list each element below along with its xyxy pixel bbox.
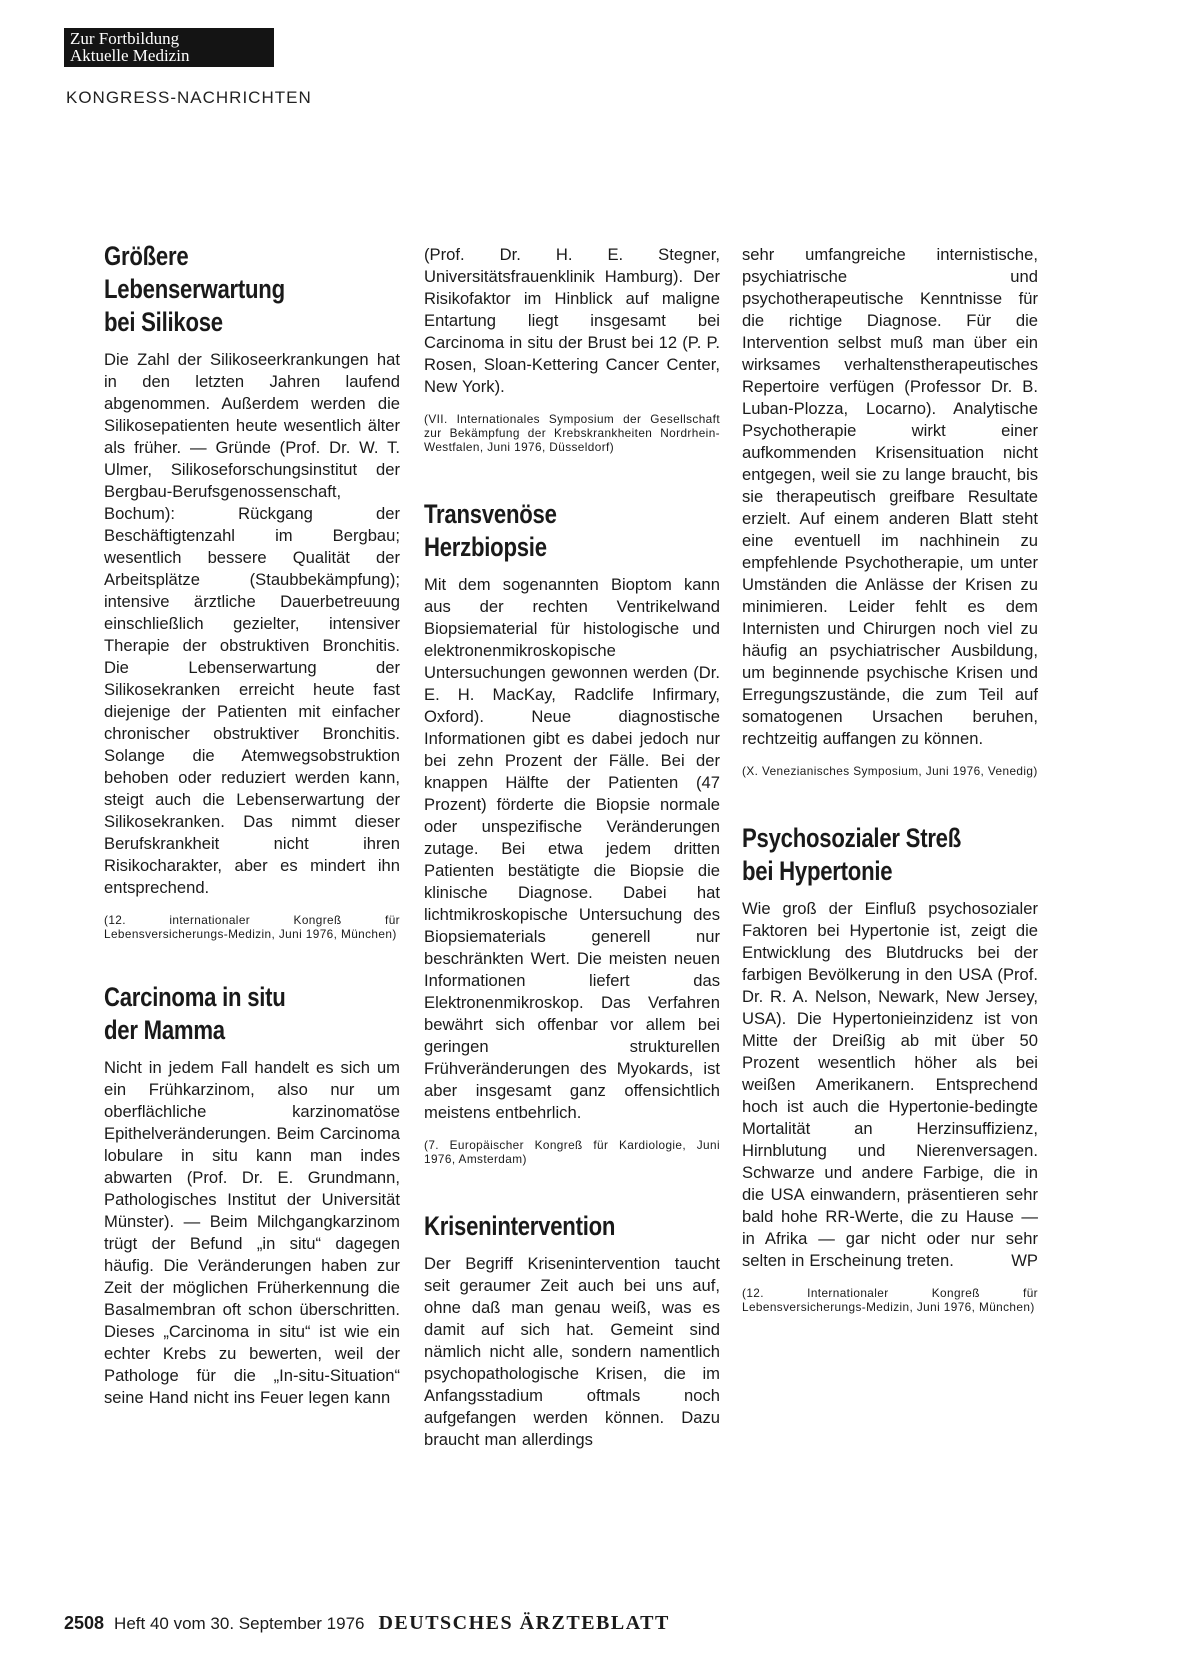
- article-body-silikose: Die Zahl der Silikoseerkrankungen hat in den letzten Jahren laufend abgenommen. Außerdem werden die Silikosepatienten heute wesentlich älter als früher. — Gründe (Prof. Dr. W. T. Ulmer, Silikoseforschungsinstitut der Bergbau-Berufsgenossenschaft, Bochum): Rückgang der Beschäftigtenzahl im Bergbau; wesentlich bessere Qualität der Arbeitsplätze (Staubbekämpfung); intensive ärztliche Dauerbetreuung einschließlich gezielter, intensiver Therapie der obstruktiven Bronchitis. Die Lebenserwartung der Silikosekranken erreicht heute fast diejenige der Patienten mit einfacher chronischer obstruktiver Bronchitis. Solange die Atemwegsobstruktion behoben oder reduziert werden kann, steigt auch die Lebenserwartung der Silikosekranken. Das nimmt dieser Berufskrankheit nicht ihren Risikocharakter, aber es mindert ihn entsprechend.: [104, 350, 400, 897]
- title-line: Carcinoma in situ: [104, 982, 286, 1012]
- journal-name: DEUTSCHES ÄRZTEBLATT: [378, 1612, 670, 1634]
- title-line: der Mamma: [104, 1015, 225, 1045]
- article-body-carcinoma-part-2: (Prof. Dr. H. E. Stegner, Universitätsfrauenklinik Hamburg). Der Risikofaktor im Hinblick auf maligne Entartung liegt insgesamt bei Carcinoma in situ der Brust bei 12 (P. P. Rosen, Sloan-Kettering Cancer Center, New York).: [424, 245, 720, 396]
- column-3: [742, 244, 1038, 1314]
- section-badge-line-1: Zur Fortbildung: [70, 29, 180, 48]
- article-source-krisen: (X. Venezianisches Symposium, Juni 1976, Venedig): [742, 764, 1038, 778]
- issue-info: Heft 40 vom 30. September 1976: [114, 1614, 365, 1633]
- title-line: Psychosozialer Streß: [742, 823, 962, 853]
- section-kicker: KONGRESS-NACHRICHTEN: [66, 88, 312, 107]
- page-number: 2508: [64, 1613, 105, 1633]
- title-line: bei Hypertonie: [742, 856, 893, 886]
- article-body-krisen-part-1: Der Begriff Krisenintervention taucht seit geraumer Zeit auch bei uns auf, ohne daß man genau weiß, was es damit auf sich hat. Gemeint sind nämlich nicht alle, sondern namentlich psychopathologische Krisen, die im Anfangsstadium oftmals noch aufgefangen werden können. Dazu braucht man allerdings: [424, 1254, 720, 1449]
- section-badge-line-2: Aktuelle Medizin: [70, 46, 190, 65]
- title-line: Lebenserwartung: [104, 274, 285, 304]
- article-source-hypertonie: (12. Internationaler Kongreß für Lebensversicherungs-Medizin, Juni 1976, München): [742, 1286, 1038, 1314]
- page-footer: [64, 1612, 764, 1635]
- article-title-herzbiopsie: [424, 498, 720, 564]
- article-source-carcinoma: (VII. Internationales Symposium der Gesellschaft zur Bekämpfung der Krebskrankheiten Nordrhein-Westfalen, Juni 1976, Düsseldorf): [424, 412, 720, 454]
- article-source-silikose: (12. internationaler Kongreß für Lebensversicherungs-Medizin, Juni 1976, München): [104, 913, 400, 941]
- column-2: [424, 244, 720, 1451]
- title-line: Transvenöse: [424, 499, 557, 529]
- title-line: Größere: [104, 241, 189, 271]
- article-title-krisen: Krisenintervention: [424, 1211, 616, 1241]
- article-title-hypertonie: [742, 822, 1038, 888]
- article-body-krisen-part-2: sehr umfangreiche internistische, psychiatrische und psychotherapeutische Kenntnisse für die richtige Diagnose. Für die Intervention selbst muß man über ein wirksames verhaltenstherapeutisches Repertoire verfügen (Professor Dr. B. Luban-Plozza, Locarno). Analytische Psychotherapie wirkt einer aufkommenden Krisensituation nicht entgegen, weil sie zu lange braucht, bis sie therapeutisch greifbare Resultate erzielt. Auf einem anderen Blatt steht eine eventuell im nachhinein zu empfehlende Psychotherapie, um unter Umständen die Anlässe der Krisen zu minimieren. Leider fehlt es dem Internisten und Chirurgen noch viel zu häufig an psychiatrischer Ausbildung, um beginnende psychische Krisen und Erregungszustände, die zum Teil auf somatogenen Ursachen beruhen, rechtzeitig auffangen zu können.: [742, 245, 1038, 748]
- article-body-hypertonie-text: Wie groß der Einfluß psychosozialer Faktoren bei Hypertonie ist, zeigt die Entwicklung des Blutdrucks bei der farbigen Bevölkerung in den USA (Prof. Dr. R. A. Nelson, Newark, New Jersey, USA). Die Hypertonieinzidenz ist von Mitte der Dreißig ab mit über 50 Prozent wesentlich höher als bei weißen Amerikanern. Entsprechend hoch ist auch die Hypertonie-bedingte Mortalität an Herzinsuffizienz, Hirnblutung und Nierenversagen. Schwarze und andere Farbige, die in die USA einwandern, präsentieren sehr bald hohe RR-Werte, die zu Hause — in Afrika — gar nicht oder nur sehr selten in Erscheinung treten.: [742, 899, 1038, 1270]
- title-line: bei Silikose: [104, 307, 223, 337]
- article-title-silikose: [104, 240, 400, 339]
- author-signature: WP: [1011, 1251, 1038, 1270]
- column-1: [104, 240, 400, 1409]
- article-title-carcinoma: [104, 981, 400, 1047]
- article-body-hypertonie: [742, 898, 1038, 1272]
- article-body-herzbiopsie: Mit dem sogenannten Bioptom kann aus der rechten Ventrikelwand Biopsiematerial für histologische und elektronenmikroskopische Untersuchungen gewonnen werden (Dr. E. H. MacKay, Radclife Infirmary, Oxford). Neue diagnostische Informationen gibt es dabei jedoch nur bei zehn Prozent der Fälle. Bei der knappen Hälfte der Patienten (47 Prozent) förderte die Biopsie normale oder unspezifische Veränderungen zutage. Bei etwa jedem dritten Patienten bestätigte die Biopsie die klinische Diagnose. Dabei hat lichtmikroskopische Untersuchung des Biopsiematerials generell nur beschränkten Wert. Die meisten neuen Informationen liefert das Elektronenmikroskop. Das Verfahren bewährt sich offenbar vor allem bei geringen strukturellen Frühveränderungen des Myokards, ist aber insgesamt ganz offensichtlich meistens entbehrlich.: [424, 575, 720, 1122]
- section-badge: [64, 28, 274, 67]
- article-body-carcinoma-part-1: Nicht in jedem Fall handelt es sich um ein Frühkarzinom, also nur um oberflächliche karzinomatöse Epithelveränderungen. Beim Carcinoma lobulare in situ kann man indes abwarten (Prof. Dr. E. Grundmann, Pathologisches Institut der Universität Münster). — Beim Milchgangkarzinom trügt der Befund „in situ“ dagegen häufig. Die Veränderungen haben zur Zeit der möglichen Früherkennung die Basalmembran oft schon überschritten. Dieses „Carcinoma in situ“ ist wie ein echter Krebs zu bewerten, weil der Pathologe für die „In-situ-Situation“ seine Hand nicht ins Feuer legen kann: [104, 1058, 400, 1407]
- title-line: Herzbiopsie: [424, 532, 547, 562]
- article-source-herzbiopsie: (7. Europäischer Kongreß für Kardiologie, Juni 1976, Amsterdam): [424, 1138, 720, 1166]
